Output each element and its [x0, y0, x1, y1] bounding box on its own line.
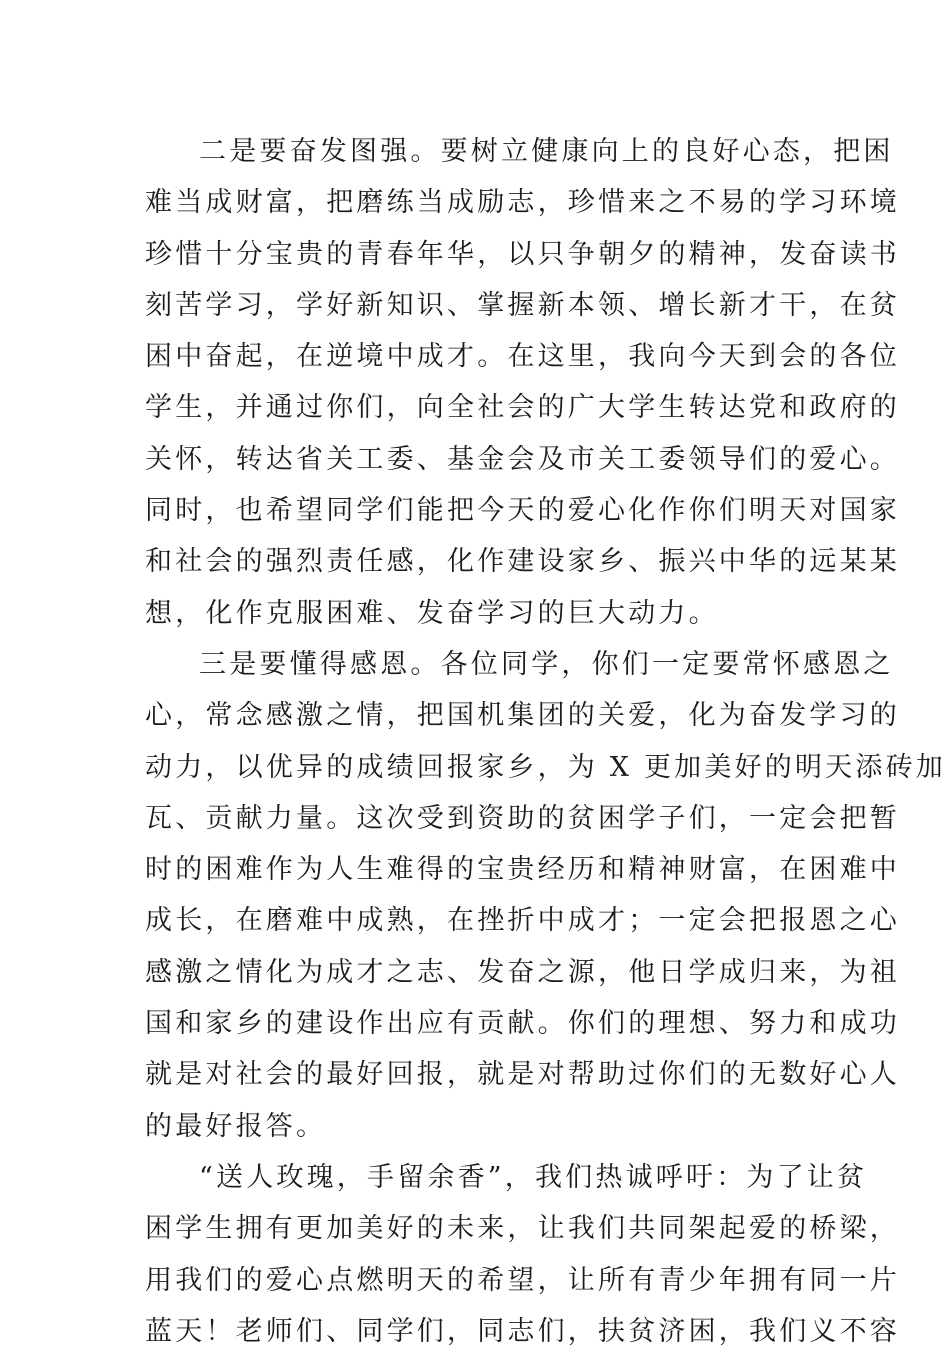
paragraph-1-line-1: 二是要奋发图强。要树立健康向上的良好心态，把困 [199, 136, 894, 167]
paragraph-1-line-5: 困中奋起，在逆境中成才。在这里，我向今天到会的各位 [145, 341, 900, 373]
paragraph-1-line-10: 想，化作克服困难、发奋学习的巨大动力。 [145, 597, 719, 629]
paragraph-1-line-9: 和社会的强烈责任感，化作建设家乡、振兴中华的远某某 [145, 546, 900, 578]
paragraph-2-line-3: 动力，以优异的成绩回报家乡，为 X 更加美好的明天添砖加 [145, 751, 946, 783]
paragraph-1-line-4: 刻苦学习，学好新知识、掌握新本领、增长新才干，在贫 [145, 289, 900, 321]
paragraph-2-line-6: 成长，在磨难中成熟，在挫折中成才；一定会把报恩之心 [145, 905, 900, 937]
paragraph-1-line-2: 难当成财富，把磨练当成励志，珍惜来之不易的学习环境 [145, 187, 900, 219]
paragraph-2-line-10: 的最好报答。 [145, 1110, 327, 1142]
paragraph-2-line-9: 就是对社会的最好回报，就是对帮助过你们的无数好心人 [145, 1059, 900, 1091]
paragraph-1-line-8: 同时，也希望同学们能把今天的爱心化作你们明天对国家 [145, 495, 900, 527]
paragraph-2-line-7: 感激之情化为成才之志、发奋之源，他日学成归来，为祖 [145, 956, 900, 988]
paragraph-3-line-1: “送人玫瑰，手留余香”，我们热诚呼吁：为了让贫 [199, 1161, 868, 1193]
paragraph-2-line-1: 三是要懂得感恩。各位同学，你们一定要常怀感恩之 [199, 648, 894, 680]
paragraph-2-line-5: 时的困难作为人生难得的宝贵经历和精神财富，在困难中 [145, 854, 900, 886]
paragraph-3-line-4: 蓝天！老师们、同学们，同志们，扶贫济困，我们义不容 [145, 1315, 900, 1347]
paragraph-1-line-3: 珍惜十分宝贵的青春年华，以只争朝夕的精神，发奋读书 [145, 238, 900, 270]
paragraph-3-line-2: 困学生拥有更加美好的未来，让我们共同架起爱的桥梁， [145, 1213, 900, 1245]
document-body [145, 126, 946, 1357]
paragraph-1-line-7: 关怀，转达省关工委、基金会及市关工委领导们的爱心。 [145, 443, 900, 475]
paragraph-2-line-4: 瓦、贡献力量。这次受到资助的贫困学子们，一定会把暂 [145, 802, 900, 834]
paragraph-1-line-6: 学生，并通过你们，向全社会的广大学生转达党和政府的 [145, 392, 900, 424]
paragraph-2-line-8: 国和家乡的建设作出应有贡献。你们的理想、努力和成功 [145, 1008, 900, 1040]
paragraph-2-line-2: 心，常念感激之情，把国机集团的关爱，化为奋发学习的 [145, 700, 900, 732]
paragraph-3-line-3: 用我们的爱心点燃明天的希望，让所有青少年拥有同一片 [145, 1264, 900, 1296]
